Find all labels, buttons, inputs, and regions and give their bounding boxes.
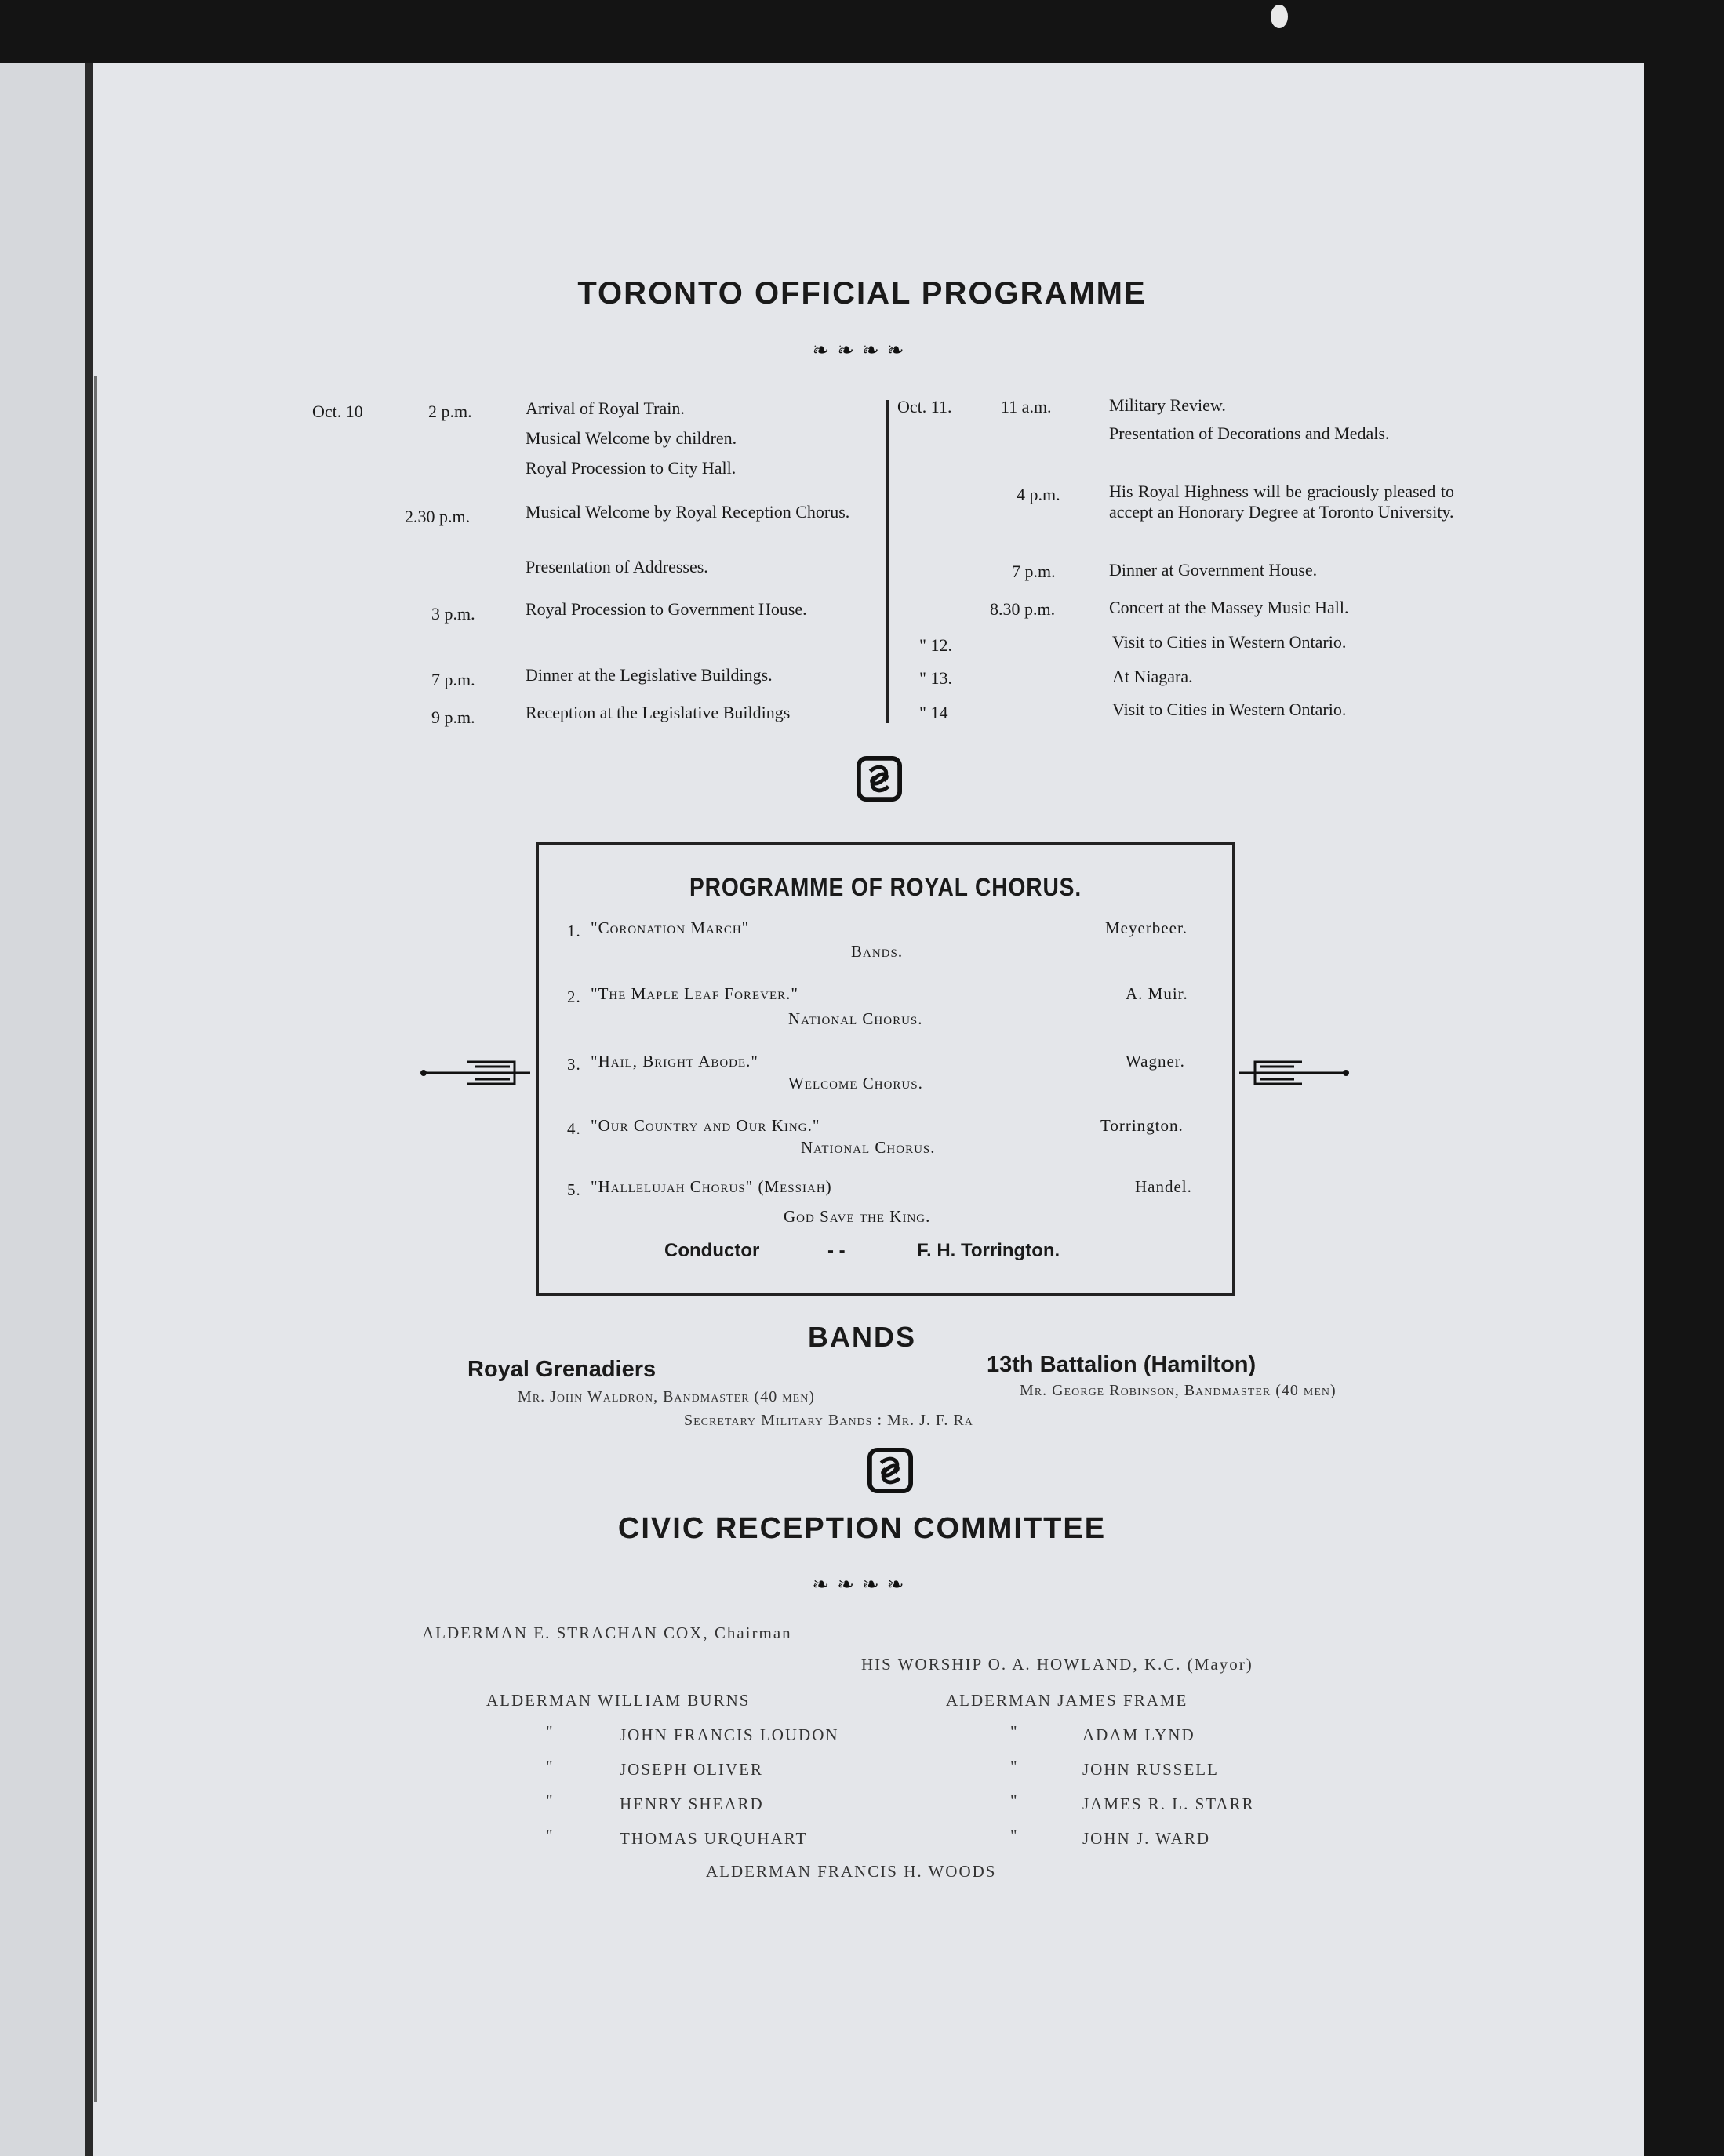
fleuron-row: ❧❧❧❧ [812,339,912,362]
anthem: God Save the King. [784,1207,931,1226]
schedule-item: His Royal Highness will be graciously pleased to accept an Honorary Degree at Toronto University. [1109,482,1454,522]
committee-member: ALDERMAN FRANCIS H. WOODS [706,1862,997,1881]
band-secretary: Secretary Military Bands : Mr. J. F. Ra [684,1412,973,1429]
ditto-mark: " [546,1791,555,1810]
chorus-item-composer: Torrington. [1100,1116,1184,1135]
chorus-item-composer: Meyerbeer. [1105,918,1188,937]
ditto-mark: " [1010,1791,1019,1810]
conductor-dashes: - - [827,1240,846,1261]
chorus-item-performer: Welcome Chorus. [788,1074,923,1093]
schedule-time: 2 p.m. [428,402,472,421]
committee-member: JOSEPH OLIVER [620,1760,763,1779]
chorus-item-number: 4. [567,1119,581,1138]
chorus-item-performer: National Chorus. [788,1009,923,1028]
fleuron-row: ❧❧❧❧ [812,1573,912,1596]
schedule-item: Royal Procession to City Hall. [526,458,737,478]
ditto-mark: " [546,1722,555,1741]
schedule-item: Dinner at the Legislative Buildings. [526,665,773,685]
schedule-item: Musical Welcome by children. [526,428,737,448]
chorus-item-number: 2. [567,987,581,1006]
schedule-item: Arrival of Royal Train. [526,398,685,418]
ornament-icon [857,756,902,802]
programme-title: TORONTO OFFICIAL PROGRAMME [577,276,1147,311]
band-name: 13th Battalion (Hamilton) [987,1352,1257,1377]
royal-chorus-box [536,842,1235,1296]
schedule-time: 11 a.m. [1001,397,1052,416]
committee-member: JAMES R. L. STARR [1082,1794,1255,1813]
chorus-item-title: "The Maple Leaf Forever." [591,984,798,1003]
schedule-item: Musical Welcome by Royal Reception Chorus. [526,502,850,522]
schedule-item: Presentation of Addresses. [526,557,708,576]
schedule-date: Oct. 10 [312,402,363,421]
schedule-time: 4 p.m. [1017,485,1060,504]
schedule-item: At Niagara. [1112,667,1193,686]
chorus-item-performer: Bands. [851,942,904,961]
schedule-item: Presentation of Decorations and Medals. [1109,424,1390,443]
schedule-time: 7 p.m. [431,670,475,689]
chorus-item-performer: National Chorus. [801,1138,936,1157]
right-bracket-ornament [1239,1056,1349,1090]
chorus-item-number: 1. [567,922,581,940]
committee-chairman: ALDERMAN E. STRACHAN COX, Chairman [422,1623,792,1642]
chorus-item-composer: A. Muir. [1126,984,1188,1003]
schedule-time: 9 p.m. [431,707,475,727]
schedule-item: Concert at the Massey Music Hall. [1109,598,1349,617]
chorus-item-composer: Wagner. [1126,1052,1185,1071]
band-name: Royal Grenadiers [467,1357,657,1382]
civic-title: CIVIC RECEPTION COMMITTEE [617,1512,1107,1545]
chorus-item-number: 5. [567,1180,581,1199]
schedule-time: 7 p.m. [1012,562,1056,581]
scan-speck [1271,5,1288,28]
conductor-label: Conductor [664,1240,760,1261]
conductor-name: F. H. Torrington. [917,1240,1060,1261]
committee-member: ADAM LYND [1082,1725,1195,1744]
committee-member: THOMAS URQUHART [620,1829,808,1848]
committee-member: JOHN FRANCIS LOUDON [620,1725,839,1744]
schedule-date: " 12. [919,635,952,655]
ditto-mark: " [1010,1757,1019,1776]
chorus-item-title: "Coronation March" [591,918,750,937]
schedule-item: Military Review. [1109,395,1226,415]
chorus-item-number: 3. [567,1055,581,1074]
chorus-title: PROGRAMME OF ROYAL CHORUS. [689,873,1082,901]
committee-member: JOHN RUSSELL [1082,1760,1219,1779]
schedule-date: Oct. 11. [897,397,952,416]
left-bracket-ornament [420,1056,530,1090]
chorus-item-title: "Our Country and Our King." [591,1116,820,1135]
schedule-time: 2.30 p.m. [405,507,471,526]
committee-member: HENRY SHEARD [620,1794,764,1813]
schedule-item: Reception at the Legislative Buildings [526,703,791,722]
schedule-date: " 13. [919,668,952,688]
schedule-item: Visit to Cities in Western Ontario. [1112,700,1347,719]
committee-member: ALDERMAN WILLIAM BURNS [486,1691,751,1710]
bandmaster: Mr. George Robinson, Bandmaster (40 men) [1020,1382,1337,1399]
schedule-date: " 14 [919,703,948,722]
ornament-icon [867,1448,913,1493]
chorus-item-title: "Hail, Bright Abode." [591,1052,758,1071]
bands-title: BANDS [807,1321,916,1353]
schedule-item: Dinner at Government House. [1109,560,1318,580]
left-page-edge [0,63,85,2156]
committee-member: ALDERMAN JAMES FRAME [946,1691,1188,1710]
schedule-item: Visit to Cities in Western Ontario. [1112,632,1347,652]
chorus-item-composer: Handel. [1135,1177,1192,1196]
ditto-mark: " [1010,1826,1019,1845]
schedule-item: Royal Procession to Government House. [526,599,807,619]
committee-member: JOHN J. WARD [1082,1829,1211,1848]
column-divider [886,400,889,723]
book-gutter [85,63,93,2156]
bandmaster: Mr. John Waldron, Bandmaster (40 men) [518,1388,815,1405]
ditto-mark: " [546,1826,555,1845]
ditto-mark: " [1010,1722,1019,1741]
binding-line [94,376,97,2102]
chorus-item-title: "Hallelujah Chorus" (Messiah) [591,1177,832,1196]
schedule-time: 8.30 p.m. [990,599,1056,619]
committee-mayor: HIS WORSHIP O. A. HOWLAND, K.C. (Mayor) [861,1655,1253,1674]
schedule-time: 3 p.m. [431,604,475,624]
ditto-mark: " [546,1757,555,1776]
